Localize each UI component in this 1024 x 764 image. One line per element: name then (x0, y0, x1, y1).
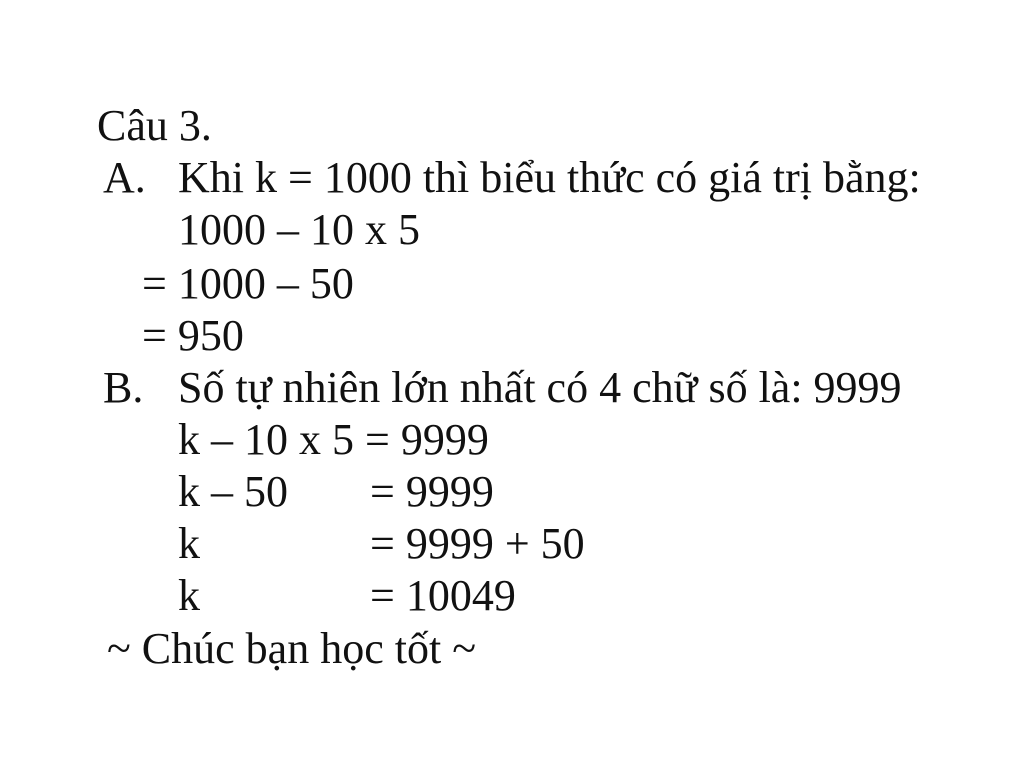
part-b-statement: Số tự nhiên lớn nhất có 4 chữ số là: 9999 (178, 363, 902, 412)
part-b-step-4-rhs: = 10049 (370, 571, 516, 620)
part-a-marker: A. (103, 153, 146, 202)
part-b-step-1: k – 10 x 5 = 9999 (178, 415, 489, 464)
part-a-statement: Khi k = 1000 thì biểu thức có giá trị bằng: (178, 153, 921, 202)
part-b-step-3-lhs: k (178, 519, 200, 568)
part-b-step-2-rhs: = 9999 (370, 467, 494, 516)
part-a-step-1: = 1000 – 50 (142, 259, 354, 308)
part-b-step-4-lhs: k (178, 571, 200, 620)
part-a-expression: 1000 – 10 x 5 (178, 205, 420, 254)
part-b-marker: B. (103, 363, 144, 412)
part-b-step-2-lhs: k – 50 (178, 467, 288, 516)
part-a-step-2: = 950 (142, 311, 244, 360)
part-b-step-3-rhs: = 9999 + 50 (370, 519, 585, 568)
closing-message: ~ Chúc bạn học tốt ~ (107, 624, 476, 673)
question-title: Câu 3. (97, 101, 212, 150)
